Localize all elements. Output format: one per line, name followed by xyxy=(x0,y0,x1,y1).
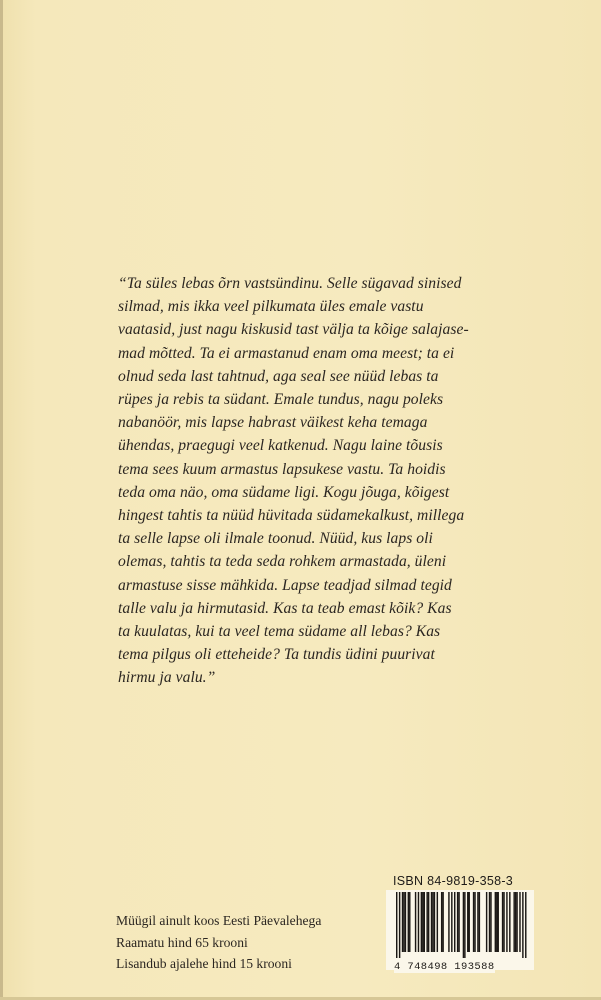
barcode-bar xyxy=(502,892,503,952)
barcode-bar xyxy=(415,892,416,952)
barcode-bar xyxy=(432,892,433,952)
blurb-quote xyxy=(118,272,538,690)
barcode-bar xyxy=(451,892,452,952)
quote-line: olnud seda last tahtnud, aga seal see nüüd lebas ta xyxy=(118,367,439,385)
barcode-bar xyxy=(463,892,464,958)
barcode-bar xyxy=(522,892,523,958)
quote-line: rüpes ja rebis ta südant. Emale tundus, nagu poleks xyxy=(118,391,444,409)
quote-line: ta kuulatas, kui ta veel tema südame all lebas? Kas xyxy=(118,623,441,641)
sale-info xyxy=(116,910,321,975)
barcode-bar xyxy=(486,892,487,952)
barcode-bar xyxy=(437,892,438,952)
barcode-bar xyxy=(418,892,419,952)
barcode-bar xyxy=(396,892,397,958)
barcode-bar xyxy=(424,892,425,952)
barcode-bar xyxy=(454,892,455,952)
barcode-bar xyxy=(458,892,459,952)
barcode-bar xyxy=(498,892,499,952)
barcode-bar xyxy=(464,892,465,958)
barcode-bar xyxy=(434,892,435,952)
barcode-bar xyxy=(457,892,458,952)
barcode-bar xyxy=(399,892,400,958)
sale-info-newspaper: Müügil ainult koos Eesti Päevalehega xyxy=(116,913,322,928)
quote-line: silmad, mis ikka veel pilkumata üles emale vastu xyxy=(118,298,424,316)
barcode-bar xyxy=(408,892,409,952)
isbn-label: ISBN 84-9819-358-3 xyxy=(393,874,514,888)
barcode-bar xyxy=(515,892,516,952)
barcode-bar xyxy=(431,892,432,952)
barcode-bar xyxy=(441,892,442,952)
quote-line: vaatasid, just nagu kiskusid tast välja ta kõige salajase- xyxy=(118,321,469,339)
barcode-bar xyxy=(467,892,468,952)
quote-line: tema sees kuum armastus lapsukese vastu. Ta hoidis xyxy=(118,460,446,478)
barcode-bar xyxy=(474,892,475,952)
barcode-bar xyxy=(426,892,427,952)
barcode-bar xyxy=(519,892,520,952)
barcode-bar xyxy=(421,892,422,952)
sale-info-paper-price: Lisandub ajalehe hind 15 krooni xyxy=(116,956,292,971)
quote-line: tema pilgus oli etteheide? Ta tundis üdini puurivat xyxy=(118,646,435,664)
barcode-bar xyxy=(422,892,423,952)
barcode-bar xyxy=(428,892,429,952)
barcode-bar xyxy=(525,892,526,958)
barcode-bar xyxy=(506,892,507,952)
quote-line: armastuse sisse mähkida. Lapse teadjad silmad tegid xyxy=(118,576,452,594)
barcode-bar xyxy=(477,892,478,952)
barcode-image xyxy=(394,892,528,958)
barcode-bar xyxy=(473,892,474,952)
barcode-bar xyxy=(448,892,449,952)
quote-line: “Ta süles lebas õrn vastsündinu. Selle sügavad sinised xyxy=(118,275,462,292)
quote-line: hingest tahtis ta nüüd hüvitada südamekalkust, millega xyxy=(118,507,465,525)
quote-line: talle valu ja hirmutasid. Kas ta teab emast kõik? Kas xyxy=(118,599,452,617)
quote-line: ta selle lapse oli ilmale toonud. Nüüd, kus laps oli xyxy=(118,530,433,548)
barcode-bar xyxy=(409,892,410,952)
barcode-bar xyxy=(442,892,443,952)
barcode-bar xyxy=(516,892,517,952)
barcode-bar xyxy=(489,892,490,952)
barcode-bar xyxy=(479,892,480,952)
barcode-number-wrap xyxy=(394,961,495,973)
quote-line: teda oma näo, oma südame ligi. Kogu jõuga, kõigest xyxy=(118,483,450,501)
barcode-bar xyxy=(405,892,406,952)
quote-line: hirmu ja valu.” xyxy=(118,669,216,687)
barcode-bar xyxy=(469,892,470,952)
barcode-bar xyxy=(496,892,497,952)
barcode-number: 4 748498 193588 xyxy=(394,961,495,973)
quote-line: ühendas, praegugi veel katkenud. Nagu laine tõusis xyxy=(118,437,443,455)
barcode-bar xyxy=(509,892,510,952)
barcode-bar xyxy=(402,892,403,952)
barcode-bar xyxy=(495,892,496,952)
barcode-bar xyxy=(503,892,504,952)
cover-left-edge xyxy=(0,0,3,1000)
quote-line: olemas, tahtis ta teda seda rohkem armastada, üleni xyxy=(118,553,447,571)
barcode-bar xyxy=(490,892,491,952)
quote-line: mad mõtted. Ta ei armastanud enam oma meest; ta ei xyxy=(118,344,455,362)
quote-line: nabanöör, mis lapse habrast väikest keha temaga xyxy=(118,414,428,432)
barcode-bar xyxy=(513,892,514,952)
sale-info-book-price: Raamatu hind 65 krooni xyxy=(116,934,248,950)
barcode-bar xyxy=(403,892,404,952)
